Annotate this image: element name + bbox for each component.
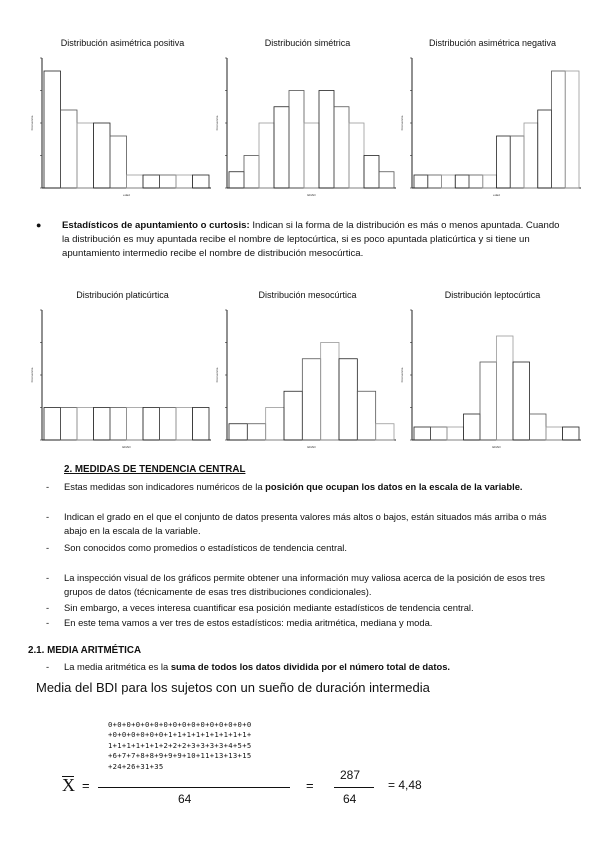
list-item-text: En este tema vamos a ver tres de estos estadísticos: media aritmética, mediana y moda. (64, 617, 433, 628)
fraction-bar-2 (334, 787, 374, 788)
subsection-heading: 2.1. MEDIA ARITMÉTICA (28, 645, 142, 656)
chart-title: Distribución asimétrica negativa (428, 38, 557, 48)
x-axis-label: EDAD (307, 193, 316, 197)
result: = 4,48 (388, 778, 422, 792)
histogram-bar (376, 424, 394, 440)
histogram-bar (44, 408, 61, 441)
sum-digits (108, 720, 251, 772)
histogram-bar (266, 408, 284, 441)
denominator-2: 64 (343, 792, 357, 806)
histogram-svg (215, 304, 400, 454)
histogram-bar (143, 408, 160, 441)
histogram-bar (334, 107, 349, 188)
histogram-bar (193, 175, 210, 188)
chart-simetrica (215, 38, 400, 198)
histogram-svg (400, 52, 585, 202)
histogram-bar (176, 408, 193, 441)
y-axis-label: Frecuencia (30, 115, 34, 131)
histogram-bar (160, 408, 177, 441)
histogram-bar (61, 110, 78, 188)
histogram-bar (274, 107, 289, 188)
histogram-bar (160, 175, 177, 188)
bullet-dot: ● (36, 220, 42, 230)
histogram-bar (447, 427, 464, 440)
histogram-bar (94, 408, 111, 441)
overline (62, 776, 74, 777)
histogram-bar (524, 123, 538, 188)
chart-title: Distribución mesocúrtica (258, 290, 357, 300)
digits-line: +24+26+31+35 (108, 761, 164, 771)
y-axis-label: Frecuencia (215, 367, 219, 383)
histogram-bar (530, 414, 547, 440)
numerator-2: 287 (340, 768, 361, 782)
chart-title: Distribución leptocúrtica (444, 290, 541, 300)
histogram-bar (349, 123, 364, 188)
histogram-bar (431, 427, 448, 440)
list-item-text (64, 660, 569, 674)
chart-leptocurtica (400, 290, 585, 450)
histogram-bar (44, 71, 61, 188)
chart-asimetrica-negativa (400, 38, 585, 198)
histogram-bar (552, 71, 566, 188)
denominator-1: 64 (178, 792, 192, 806)
dash-marker: - (46, 572, 50, 583)
histogram-bar (357, 391, 375, 440)
histogram-bar (565, 71, 579, 188)
histogram-bar (513, 362, 530, 440)
histogram-svg (30, 52, 215, 202)
histogram-bar (480, 362, 497, 440)
histogram-bar (321, 343, 339, 441)
chart-title: Distribución platicúrtica (76, 290, 169, 300)
histogram-bar (304, 123, 319, 188)
digits-line: 1+1+1+1+1+1+2+2+2+3+3+3+3+4+5+5 (108, 740, 252, 750)
list-item-text: Sin embargo, a veces interesa cuantificar esa posición mediante estadísticos de tendencia central. (64, 602, 474, 613)
dash-marker: - (46, 617, 50, 628)
histogram-bar (497, 136, 511, 188)
histogram-bar (469, 175, 483, 188)
digits-line: 0+0+0+0+0+0+0+0+0+0+0+0+0+0+0+0 (108, 720, 252, 729)
histogram-bar (244, 156, 259, 189)
text-a: Estas medidas son indicadores numéricos de la (64, 481, 266, 492)
equals-1: = (82, 778, 90, 793)
histogram-bar (247, 424, 265, 440)
histogram-bar (229, 172, 244, 188)
equals-2: = (306, 778, 314, 793)
histogram-bar (379, 172, 394, 188)
chart-title: Distribución simétrica (264, 38, 351, 48)
chart-title: Distribución asimétrica positiva (60, 38, 185, 48)
dash-marker: - (46, 481, 50, 492)
section-heading (64, 464, 245, 475)
kurtosis-paragraph (62, 219, 562, 260)
digits-line: +6+7+7+8+8+9+9+9+10+11+13+13+15 (108, 751, 252, 761)
dash-marker: - (46, 602, 50, 613)
histogram-bar (259, 123, 274, 188)
x-axis-label: edad (123, 193, 130, 197)
x-axis-label: EDAD (122, 445, 131, 449)
histogram-bar (428, 175, 442, 188)
y-axis-label: Frecuencia (215, 115, 219, 131)
histogram-bar (464, 414, 481, 440)
section-heading-text: 2. MEDIDAS DE TENDENCIA CENTRAL (64, 464, 246, 475)
histogram-bar (77, 123, 94, 188)
histogram-bar (497, 336, 514, 440)
kurtosis-label: Estadísticos de apuntamiento o curtosis: (62, 220, 250, 231)
mean-x: X (62, 775, 75, 795)
digits-line: +0+0+0+0+0+0+1+1+1+1+1+1+1+1+1+ (108, 730, 252, 740)
histogram-bar (414, 175, 428, 188)
histogram-bar (61, 408, 78, 441)
x-axis-label: EDAD (492, 445, 501, 449)
histogram-bar (455, 175, 469, 188)
histogram-bar (546, 427, 563, 440)
kurtosis-text: Indican si la forma de la distribución es más o menos apuntada. Cuando la distribución es muy apuntada recibe el nombre de leptocúrtica, si es poco apuntada platicúrtica y si tiene un apuntamiento intermedio recibe el nombre de distribución mesocúrtica. (62, 220, 560, 259)
chart-asimetrica-positiva (30, 38, 215, 198)
dash-marker: - (46, 542, 50, 553)
histogram-bar (319, 91, 334, 189)
histogram-bar (110, 136, 127, 188)
y-axis-label: Frecuencia (30, 367, 34, 383)
histogram-bar (442, 175, 456, 188)
histogram-bar (229, 424, 247, 440)
y-axis-label: Frecuencia (400, 367, 404, 383)
histogram-bar (414, 427, 431, 440)
chart-platicurtica (30, 290, 215, 450)
histogram-bar (77, 408, 94, 441)
histogram-bar (110, 408, 127, 441)
histogram-bar (127, 408, 144, 441)
histogram-bar (193, 408, 210, 441)
text-a: La media aritmética es la (64, 661, 171, 672)
histogram-bar (538, 110, 552, 188)
x-axis-label: EDAD (307, 445, 316, 449)
y-axis-label: Frecuencia (400, 115, 404, 131)
histogram-bar (302, 359, 320, 440)
histogram-bar (176, 175, 193, 188)
histogram-svg (400, 304, 585, 454)
fraction-bar-1 (98, 787, 290, 788)
x-axis-label: edad (493, 193, 500, 197)
list-item-text: Son conocidos como promedios o estadísticos de tendencia central. (64, 542, 347, 553)
histogram-bar (284, 391, 302, 440)
histogram-bar (94, 123, 111, 188)
dash-marker: - (46, 661, 50, 672)
histogram-bar (339, 359, 357, 440)
histogram-bar (364, 156, 379, 189)
list-item-text: Indican el grado en el que el conjunto de datos presenta valores más altos o bajos, están situados más arriba o más abajo en la escala de la variable. (64, 511, 547, 536)
mean-symbol (62, 775, 75, 796)
histogram-bar (143, 175, 160, 188)
histogram-bar (483, 175, 497, 188)
bdi-subtitle: Media del BDI para los sujetos con un sueño de duración intermedia (36, 680, 430, 695)
list-item-text (64, 480, 569, 494)
text-bold: suma de todos los datos dividida por el número total de datos. (170, 661, 451, 672)
histogram-bar (510, 136, 524, 188)
chart-mesocurtica (215, 290, 400, 450)
text-bold: posición que ocupan los datos en la escala de la variable. (265, 481, 523, 492)
histogram-bar (289, 91, 304, 189)
histogram-bar (127, 175, 144, 188)
histogram-svg (215, 52, 400, 202)
list-item-text: La inspección visual de los gráficos permite obtener una información muy valiosa acerca de la posición de esos tres grupos de datos (técnicamente de esas tres distribuciones condicionales). (64, 572, 545, 597)
histogram-bar (563, 427, 580, 440)
dash-marker: - (46, 511, 50, 522)
histogram-svg (30, 304, 215, 454)
